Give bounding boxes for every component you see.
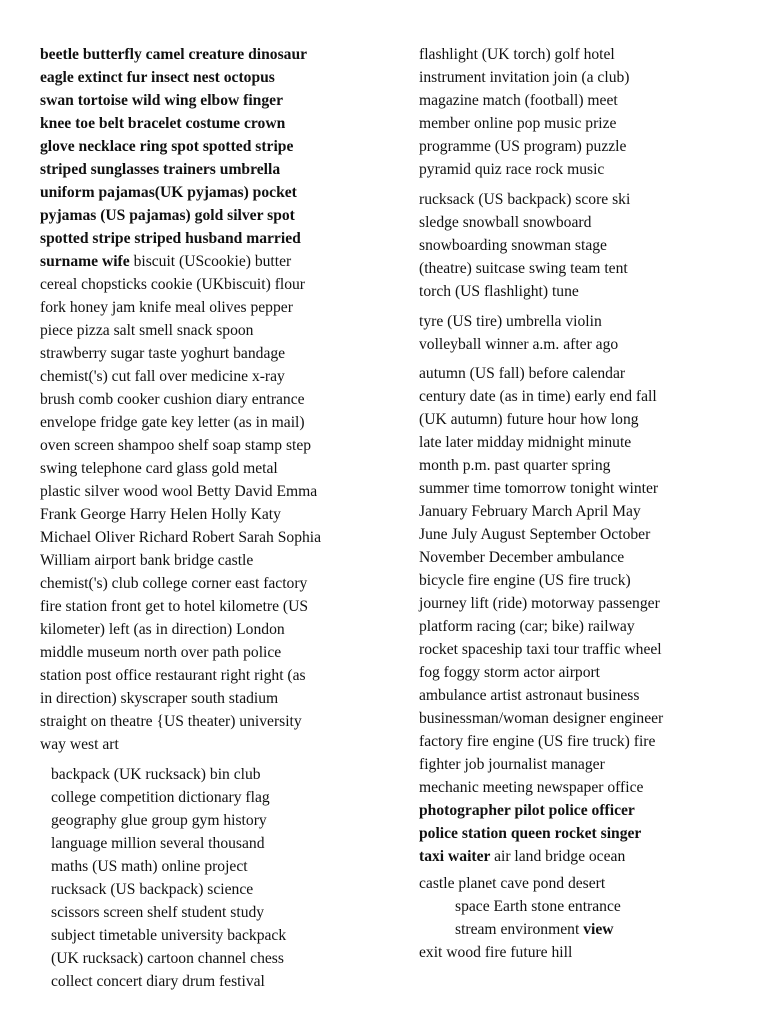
text-segment: uniform pajamas(UK pyjamas) pocket	[40, 184, 297, 201]
text-line	[40, 342, 321, 365]
text-line	[40, 135, 321, 158]
right-block-sports	[419, 188, 630, 303]
text-segment: piece pizza salt smell snack spoon	[40, 322, 254, 339]
text-line	[419, 477, 663, 500]
text-line	[51, 947, 286, 970]
text-line	[40, 365, 321, 388]
text-line	[419, 822, 663, 845]
text-line	[419, 569, 663, 592]
text-segment: oven screen shampoo shelf soap stamp step	[40, 437, 312, 454]
text-segment: swing telephone card glass gold metal	[40, 460, 278, 477]
text-line	[51, 970, 286, 993]
text-segment: envelope fridge gate key letter (as in mail)	[40, 414, 305, 431]
text-segment: spotted stripe striped husband married	[40, 230, 301, 247]
text-line	[40, 641, 321, 664]
text-line	[419, 776, 663, 799]
text-segment: photographer pilot police officer	[419, 802, 635, 819]
text-line	[40, 204, 321, 227]
text-segment: straight on theatre {US theater) university	[40, 713, 302, 730]
text-line	[419, 66, 629, 89]
text-segment: stream environment	[455, 921, 584, 938]
text-segment: scissors screen shelf student study	[51, 904, 265, 921]
text-line	[40, 572, 321, 595]
left-column-main	[40, 43, 321, 756]
text-line	[419, 707, 663, 730]
text-line	[419, 454, 663, 477]
text-segment: biscuit (UScookie) butter	[133, 253, 292, 270]
text-segment: pyjamas (US pajamas) gold silver spot	[40, 207, 295, 224]
text-line	[419, 310, 618, 333]
text-segment: strawberry sugar taste yoghurt bandage	[40, 345, 286, 362]
text-line	[51, 832, 286, 855]
text-segment: air land bridge ocean	[494, 848, 626, 865]
text-segment: January February March April May	[419, 503, 641, 520]
right-block-hobbies	[419, 43, 629, 181]
text-line	[419, 753, 663, 776]
text-segment: member online pop music prize	[419, 115, 617, 132]
text-segment: beetle butterfly camel creature dinosaur	[40, 46, 308, 63]
right-block-misc	[419, 310, 618, 356]
text-segment: brush comb cooker cushion diary entrance	[40, 391, 305, 408]
text-line	[40, 388, 321, 411]
text-segment: cereal chopsticks cookie (UKbiscuit) flour	[40, 276, 306, 293]
text-segment: fighter job journalist manager	[419, 756, 605, 773]
text-line	[419, 730, 663, 753]
text-segment: snowboarding snowman stage	[419, 237, 607, 254]
text-line	[40, 503, 321, 526]
text-segment: journey lift (ride) motorway passenger	[419, 595, 660, 612]
text-line	[419, 638, 663, 661]
text-line	[419, 546, 663, 569]
text-line	[51, 809, 286, 832]
text-line	[51, 855, 286, 878]
text-line	[419, 615, 663, 638]
text-segment: chemist('s) cut fall over medicine x-ray	[40, 368, 285, 385]
text-segment: magazine match (football) meet	[419, 92, 618, 109]
text-segment: striped sunglasses trainers umbrella	[40, 161, 281, 178]
text-segment: station post office restaurant right right (as	[40, 667, 306, 684]
text-segment: flashlight (UK torch) golf hotel	[419, 46, 615, 63]
text-line	[40, 710, 321, 733]
text-line	[40, 595, 321, 618]
text-segment: tyre (US tire) umbrella violin	[419, 313, 602, 330]
text-line	[40, 89, 321, 112]
text-line	[40, 457, 321, 480]
text-segment: view	[583, 921, 614, 938]
text-line	[40, 66, 321, 89]
text-segment: swan tortoise wild wing elbow finger	[40, 92, 283, 109]
text-line	[419, 799, 663, 822]
text-segment: surname wife	[40, 253, 134, 270]
text-line	[40, 618, 321, 641]
text-line	[419, 257, 630, 280]
text-line	[419, 408, 663, 431]
text-line	[40, 112, 321, 135]
text-segment: instrument invitation join (a club)	[419, 69, 630, 86]
text-segment: ambulance artist astronaut business	[419, 687, 640, 704]
text-segment: bicycle fire engine (US fire truck)	[419, 572, 631, 589]
text-segment: exit wood fire future hill	[419, 944, 573, 961]
text-segment: castle planet cave pond desert	[419, 875, 606, 892]
text-line	[419, 592, 663, 615]
text-segment: geography glue group gym history	[51, 812, 267, 829]
text-line	[419, 941, 621, 964]
text-segment: June July August September October	[419, 526, 651, 543]
text-line	[419, 188, 630, 211]
text-segment: Michael Oliver Richard Robert Sarah Sophia	[40, 529, 322, 546]
text-segment: way west art	[40, 736, 119, 753]
text-line	[419, 523, 663, 546]
text-line	[419, 158, 629, 181]
text-line	[40, 526, 321, 549]
text-segment: summer time tomorrow tonight winter	[419, 480, 659, 497]
text-line	[419, 211, 630, 234]
text-segment: police station queen rocket singer	[419, 825, 642, 842]
text-line	[40, 43, 321, 66]
text-segment: chemist('s) club college corner east factory	[40, 575, 308, 592]
text-line	[419, 431, 663, 454]
text-segment: fire station front get to hotel kilometre (US	[40, 598, 309, 615]
text-segment: (theatre) suitcase swing team tent	[419, 260, 628, 277]
text-line	[40, 549, 321, 572]
text-segment: rucksack (US backpack) score ski	[419, 191, 631, 208]
text-segment: rucksack (US backpack) science	[51, 881, 254, 898]
text-line	[419, 43, 629, 66]
text-line	[40, 434, 321, 457]
text-segment: programme (US program) puzzle	[419, 138, 627, 155]
text-segment: space Earth stone entrance	[455, 898, 621, 915]
text-line	[51, 924, 286, 947]
text-segment: torch (US flashlight) tune	[419, 283, 579, 300]
text-line	[419, 661, 663, 684]
text-segment: platform racing (car; bike) railway	[419, 618, 635, 635]
text-line	[419, 333, 618, 356]
left-column-list	[51, 763, 286, 993]
text-line	[40, 296, 321, 319]
text-line	[40, 733, 321, 756]
text-line	[51, 901, 286, 924]
text-segment: language million several thousand	[51, 835, 265, 852]
text-line	[40, 664, 321, 687]
text-segment: rocket spaceship taxi tour traffic wheel	[419, 641, 662, 658]
text-segment: century date (as in time) early end fall	[419, 388, 657, 405]
text-line	[40, 250, 321, 273]
text-segment: collect concert diary drum festival	[51, 973, 265, 990]
text-segment: late later midday midnight minute	[419, 434, 632, 451]
text-line	[419, 895, 621, 918]
text-line	[40, 480, 321, 503]
text-segment: taxi waiter	[419, 848, 495, 865]
text-segment: college competition dictionary flag	[51, 789, 270, 806]
text-segment: backpack (UK rucksack) bin club	[51, 766, 261, 783]
text-segment: Frank George Harry Helen Holly Katy	[40, 506, 281, 523]
text-segment: plastic silver wood wool Betty David Emma	[40, 483, 318, 500]
text-segment: sledge snowball snowboard	[419, 214, 592, 231]
text-line	[419, 135, 629, 158]
text-segment: eagle extinct fur insect nest octopus	[40, 69, 275, 86]
text-segment: factory fire engine (US fire truck) fire	[419, 733, 656, 750]
text-segment: middle museum north over path police	[40, 644, 282, 661]
text-segment: fog foggy storm actor airport	[419, 664, 601, 681]
text-line	[419, 280, 630, 303]
text-line	[419, 500, 663, 523]
text-line	[419, 872, 621, 895]
right-block-time-transport-work	[419, 362, 663, 868]
text-line	[40, 273, 321, 296]
text-segment: autumn (US fall) before calendar	[419, 365, 626, 382]
text-line	[419, 684, 663, 707]
text-line	[419, 234, 630, 257]
text-segment: November December ambulance	[419, 549, 625, 566]
text-line	[419, 385, 663, 408]
text-segment: maths (US math) online project	[51, 858, 248, 875]
text-line	[419, 845, 663, 868]
text-segment: glove necklace ring spot spotted stripe	[40, 138, 294, 155]
text-segment: (UK rucksack) cartoon channel chess	[51, 950, 284, 967]
text-segment: kilometer) left (as in direction) London	[40, 621, 285, 638]
text-segment: month p.m. past quarter spring	[419, 457, 611, 474]
text-segment: mechanic meeting newspaper office	[419, 779, 644, 796]
text-segment: fork honey jam knife meal olives pepper	[40, 299, 293, 316]
text-segment: belt	[98, 115, 125, 132]
text-segment: (UK autumn) future hour how long	[419, 411, 639, 428]
right-block-nature	[419, 872, 621, 964]
text-line	[51, 878, 286, 901]
text-segment: William airport bank bridge castle	[40, 552, 254, 569]
text-line	[40, 158, 321, 181]
text-line	[419, 362, 663, 385]
text-segment: volleyball winner a.m. after ago	[419, 336, 619, 353]
text-line	[419, 112, 629, 135]
text-line	[40, 181, 321, 204]
text-line	[51, 763, 286, 786]
text-segment: bracelet costume crown	[124, 115, 286, 132]
text-segment: subject timetable university backpack	[51, 927, 287, 944]
text-segment: in direction) skyscraper south stadium	[40, 690, 279, 707]
text-line	[419, 918, 621, 941]
text-segment: knee toe	[40, 115, 99, 132]
text-line	[40, 319, 321, 342]
text-line	[51, 786, 286, 809]
text-segment: pyramid quiz race rock music	[419, 161, 605, 178]
text-line	[40, 227, 321, 250]
text-line	[419, 89, 629, 112]
text-line	[40, 411, 321, 434]
text-segment: businessman/woman designer engineer	[419, 710, 664, 727]
text-line	[40, 687, 321, 710]
